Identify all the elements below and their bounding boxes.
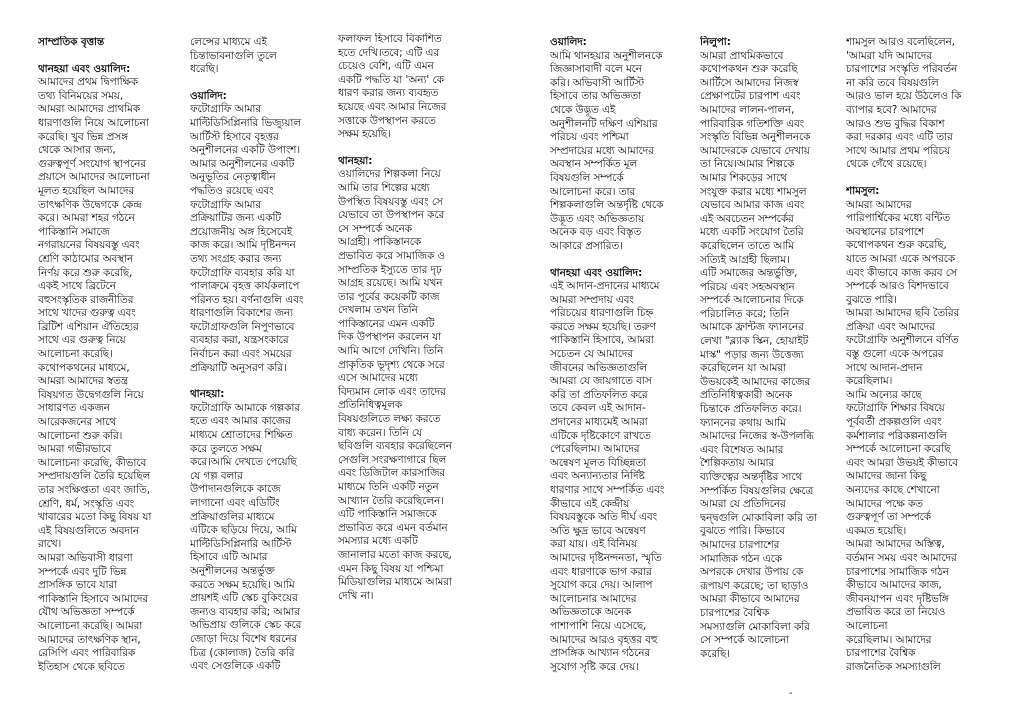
section (846, 36, 996, 172)
section (190, 36, 308, 77)
section-paragraph: আমাদের প্রথম দ্বিপাক্ষিক তথ্য বিনিময়ের সময়, আমরা আমাদের প্রাথমিক ধারণাগুলি নিয়ে আলোচনা করেছি। খুব ভিন্ন প্রসঙ্গ থেকে আসার জন্য, গুরুত্বপূর্ণ সংযোগ স্থাপনের প্রয়াসে আমাদের আলোচনা মূলত হয়েছিল আমাদের তাৎক্ষণিক উদ্বেগকে কেন্দ্র করে। আমরা শহর গঠনে পাকিস্তানি সমাজে নগরায়নের বিষয়বস্তু এবং শ্রেণি কাঠামোর অবস্থান নির্ণয় করে শুরু করেছি, একই সাথে ব্রিটেনে বহুসংস্কৃতিক রাজনীতির সাথে খাদের গুরুত্ব এবং ব্রিটিশ এশিয়ান ঐতিহ্যের সাথে এর গুরুত্ব নিয়ে আলোচনা করেছি। কথোপকথনের মাধ্যমে, আমরা আমাদের স্বতন্ত্র বিষয়গত উদ্বেগগুলি নিয়ে সাধারণত একজন আরেকজনের সাথে আলোচনা শুরু করি। আমরা গভীরভাবে আলোচনা করেছি, কীভাবে সম্প্রদায়গুলি তৈরি হয়েছিল তার সংক্ষিপ্ততা এবং জাতি, শ্রেণি, ধর্ম, সংস্কৃতি এবং খাবারের মতো কিছু বিষয় যা এই বিষয়গুলিতে অবদান রাখে। আমরা অভিবাসী ধারণা সম্পর্কে এবং দুটি ভিন্ন প্রাসঙ্গিক ভাবে যারা পাকিস্তানি হিসাবে আমাদের যৌথ অভিজ্ঞতা সম্পর্কে আলোচনা করেছি। আমরা আমাদের তাৎক্ষণিক স্থান, রেসিপি এবং পারিবারিক ইতিহাস থেকে ছবিতে (38, 76, 152, 673)
section-gap (190, 375, 308, 388)
section-paragraph: ফটোগ্রাফি আমাকে গল্পকার হতে এবং আমার কাজের মাধ্যমে শ্রোতাদের শিক্ষিত করে তুলতে সক্ষম করে।আমি দেখতে পেয়েছি যে গল্প বলার উপাদানগুলিকে কাজে লাগানো এবং এডিটিং প্রক্রিয়াগুলির মাধ্যমে এটিকে ছড়িয়ে দিয়ে, আমি মাল্টিডিসিপ্লিনারি আর্টিস্ট হিসাবে এটি আমার অনুশীলনের অন্তর্ভুক্ত করতে সক্ষম হয়েছি। আমি প্রায়শই এটি স্কেচ বুকিংয়ের জন্যও ব্যবহার করি; আমার অভিপ্রায় গুলিকে স্কেচ করে জোড়া দিয়ে বিশেষ ধরনের চিত্র (কোলাজ) তৈরি করি এবং সেগুলিকে একটি (190, 401, 302, 673)
section-heading: শামসুল: (846, 184, 880, 197)
section-paragraph: শামসুল আরও বলেছিলেন, 'আমরা যদি আমাদের চারপাশের সংস্কৃতি পরিবর্তন না করি তবে বিষয়গুলি আরও ভাল হয়ে উঠলেও কি ব্যাপার হবে? আমাদের আরও শুভ বুদ্ধির বিকাশ করা দরকার এবং এটি তার সাথে আমার প্রথম পরিচয় থেকে গেঁথে রয়েছে। (846, 36, 962, 171)
section-heading: থানহয়া: (338, 154, 373, 167)
section (338, 33, 483, 142)
section-paragraph: ফলাফল হিসাবে বিকাশিত হতে দেখি।তবে; এটি এর চেয়েও বেশি, এটি এমন একটি পদ্ধতি যা 'অন্য' কে ধারণ করার জন্য ব্যবহৃত হয়েছে এবং আমার নিজের সত্তাকে উপস্থাপন করতে সক্ষম হয়েছি। (338, 33, 447, 141)
column-2 (190, 36, 308, 674)
column-3 (338, 33, 483, 603)
section (700, 36, 824, 661)
section-heading: নিলুপা: (700, 36, 731, 48)
section-gap (190, 77, 308, 90)
section-heading: ওয়ালিদ: (550, 36, 587, 48)
section (38, 50, 158, 675)
section-paragraph: ফটোগ্রাফি আমার মাল্টিডিসিপ্লিনারি ভিজ্যুয়াল আর্টিস্ট হিসাবে বৃহত্তর অনুশীলনের একটি উপাংশ। আমার অনুশীলনের একটি অনুভূতির নেতৃত্বাধীন পদ্ধতিও রয়েছে এবং ফটোগ্রাফি আমার প্রক্রিয়াটির জন্য একটি প্রয়োজনীয় অঙ্গ হিসেবেই কাজ করে। আমি দৃষ্টিনন্দন তথ্য সংগ্রহ করার জন্য ফটোগ্রাফি ব্যবহার করি যা পালাক্রমে বৃহত্ত কার্যকলাপে পরিনত হয়। বর্ণনাগুলি এবং ধারণাগুলি বিকাশের জন্য ফটোগ্রাফগুলি নিপুণভাবে ব্যবহার করা, যন্ত্রসংকারে নির্বাচন করা এবং সময়ের প্রক্রিয়াটি অনুসরণ করি। (190, 103, 304, 374)
section (846, 172, 996, 674)
section (550, 36, 688, 254)
column-1 (38, 36, 158, 674)
section-heading: থানহয়া এবং ওয়ালিদ: (550, 266, 643, 279)
column-6 (846, 36, 996, 674)
section-gap (846, 172, 996, 185)
section-paragraph: লেন্সের মাধ্যমে এই চিন্তাভাবনাগুলি তুলে ধরেছি। (190, 36, 277, 76)
section-gap (38, 50, 158, 63)
section (190, 375, 308, 673)
column-5 (700, 36, 824, 661)
column-4 (550, 36, 688, 674)
section (190, 77, 308, 375)
section-heading: থানহয়া এবং ওয়ালিদ: (38, 62, 131, 75)
section-gap (550, 254, 688, 267)
section-paragraph: আমরা প্রাথমিকভাবে কথোপকথন শুরু করেছি আর্টিসে আমাদের নিজস্ব প্রেক্ষাপটের চারপাশ এবং আমাদের লালন-পালন, পারিবারিক গতিশক্তি এবং সংস্কৃতি বিভিন্ন অনুশীলনকে আমাদেরকে যেভাবে দেখায় তা নিয়ে।আমার শিল্পকে আমার শিকড়ের সাথে সংযুক্ত করার মধ্যে শামসুল যেভাবে আমার কাজ এবং এই অবচেতন সম্পর্কের মধ্যে একটি সংযোগ তৈরি করেছিলেন তাতে আমি সত্যিই আগ্রহী ছিলাম। এটি সমাজের অন্তর্ভুক্তি, পরিচয় এবং সহঅবস্থান সম্পর্কে আলোচনার দিকে পরিচালিত করে; তিনি আমাকে ফ্রান্টজ ফ্যাননের লেখা "ব্ল্যাক স্কিন, হোয়াইট মাস্ক" পড়ার জন্য উত্তেজ্য করেছিলেন যা আমরা উভয়কেই আমাদের কাজের প্রতিনিধিত্বকারী অনেক চিন্তাকে প্রতিফলিত করে। ফ্যাননের কথায় আমি আমাদের নিজের স্ব-উপলব্ধি এবং বিশেষত আমার শৈল্পিকতায় আমার ব্যক্তিত্বের অন্তর্দৃষ্টির সাথে সম্পর্কিত বিষয়গুলির ক্ষেত্রে আমরা যে প্রতিদিনের দ্বন্দ্বগুলি মোকাবিলা করি তা বুঝতে পারি। কিভাবে আমাদের চারপাশের সামাজিক গঠন একে অপরকে দেখার উপায় কে রূপায়ণ করেছে; তা ছাড়াও আমরা কীভাবে আমাদের চারপাশের বৈশ্বিক সমস্যাগুলি মোকাবিলা করি সে সম্পর্কে আলোচনা করেছি। (700, 49, 817, 660)
section (338, 142, 483, 604)
section-gap (338, 142, 483, 155)
page-mark: - (789, 688, 793, 699)
section (38, 36, 158, 50)
section-paragraph: এই আদান-প্রদানের মাধ্যমে আমরা সম্প্রদায় এবং পরিচয়ের ধারণাগুলি চিহ্ন করতে সক্ষম হয়েছি। তরুণ পাকিস্তানি হিসাবে, আমরা সচেতন যে আমাদের জীবনের অভিজ্ঞতাগুলি আমরা যে জায়গাতে বাস করি তা প্রতিফলিত করে তবে কেবল এই আদান- প্রদানের মাধ্যমেই আমরা এটিকে দৃষ্টিকোণে রাখতে পেরেছিলাম। আমাদের অন্বেষণ মূলত বিচ্ছিন্নতা এবং অন্যান্যতার নির্দিষ্ট ধারণার সাথে সম্পর্কিত এবং কীভাবে এই কেন্দ্রীয় বিষয়বস্তুকে অতি দীর্ঘ এবং অতি ক্ষুদ্র ভাবে অন্বেষণ করা যায়। এই বিনিময় আমাদের দৃষ্টিনন্দনতা, স্মৃতি এবং ধারণাকে ভাগ করার সুযোগ করে দেয়। আলাপ আলোচনার আমাদের অভিজ্ঞতাকে অনেক পাশাপাশি নিয়ে এসেছে, আমাদের আরও বৃহত্তর বহু প্রাসঙ্গিক আখ্যান গঠনের সুযোগ সৃষ্টি করে দেয়। (550, 280, 665, 673)
section-heading: সাম্প্রতিক বৃত্তান্ত (38, 36, 105, 48)
section-paragraph: ওয়ালিদের শিল্পকলা নিয়ে আমি তার শিল্পের মধ্যে উপস্থিত বিষয়বস্তু এবং সে যেভাবে তা উপস্থাপন করে সে সম্পর্কে অনেক আগ্রহী। পাকিস্তানকে প্রভাবিত করে সামাজিক ও সাম্প্রতিক ইস্যুতে তার দৃঢ় আগ্রহ রয়েছে। আমি যখন তার পূর্বের কয়েকটি কাজ দেখলাম তখন তিনি পাকিস্তানের এমন একটি দিক উপস্থাপন করলেন যা আমি আগে দেখিনি। তিনি প্রাকৃতিক ভূদৃশ্য থেকে সরে এসে আমাদের মধ্যে বিদ্যমান লোক এবং তাদের প্রতিনিধিত্বমূলক বিষয়গুলিতে লক্ষ্য করতে বাধ্য করেন। তিনি যে ছবিগুলি ব্যবহার করেছিলেন সেগুলি সংরক্ষণাগারে ছিল এবং ডিজিটাল কারসাজির মাধ্যমে তিনি একটি নতুন আখ্যান তৈরি করেছিলেন। এটি পাকিস্তানি সমাজকে প্রভাবিত করে এমন বর্তমান সমস্যার মধ্যে একটি জানালার মতো কাজ করছে, এমন কিছু বিষয় যা পশ্চিমা মিডিয়াগুলির মাধ্যমে আমরা দেখি না। (338, 168, 452, 602)
section-paragraph: আমি থানহয়ার অনুশীলনকে জিজ্ঞাসাবাদী বলে মনে করি। অভিবাসী আর্টিস্ট হিসাবে তার অভিজ্ঞতা থেকে উদ্ভূত এই অনুশীলনটি দক্ষিণ এশিয়ার পরিচয় এবং পশ্চিমা সম্প্রদায়ের মধ্যে আমাদের অবস্থান সম্পর্কিত মূল বিষয়গুলি সম্পর্কে আলোচনা করে। তার শিল্পকলাগুলি অন্তর্দৃষ্টি থেকে উদ্ভূত এবং অভিজ্ঞতায় অনেক বড় এবং বিস্তৃত আকারে প্রসারিত। (550, 49, 664, 252)
section-heading: ওয়ালিদ: (190, 89, 227, 102)
section (550, 254, 688, 675)
section-heading: থানহয়া: (190, 388, 225, 401)
section-paragraph: আমরা আমাদের পারিপার্শ্বিকের মধ্যে বন্টিত অবস্থানের চারপাশে কথোপকথন শুরু করেছি, যাতে আমরা একে অপরকে এবং কীভাবে কাজ করব সে সম্পর্কে আরও বিশদভাবে বুঝতে পারি। আমরা আমাদের ছবি তৈরির প্রক্রিয়া এবং আমাদের ফটোগ্রাফি অনুশীলনে বর্ণিত বস্তু গুলো একে অপরের সাথে আদান-প্রদান করেছিলাম। আমি অন্যের কাছে ফটোগ্রাফি শিক্ষার বিষয়ে পূর্ববর্তী প্রকল্পগুলি এবং কর্মশালার পরিকল্পনাগুলি সম্পর্কে আলোচনা করেছি এবং আমরা উভয়ই কীভাবে আমাদের জানা কিছু অন্যদের কাছে শেখানো আমাদের পক্ষে কত গুরুত্বপূর্ণ তা সম্পর্কে একমত হয়েছি। আমরা আমাদের অস্তিত্ব, বর্তমান সময় এবং আমাদের চারপাশের সামাজিক গঠন কীভাবে আমাদের কাজ, জীবনযাপন এবং দৃষ্টিভঙ্গি প্রভাবিত করে তা নিয়েও আলোচনা করেছিলাম। আমাদের চারপাশের বৈশ্বিক রাজনৈতিক সমস্যাগুলি (846, 198, 960, 673)
